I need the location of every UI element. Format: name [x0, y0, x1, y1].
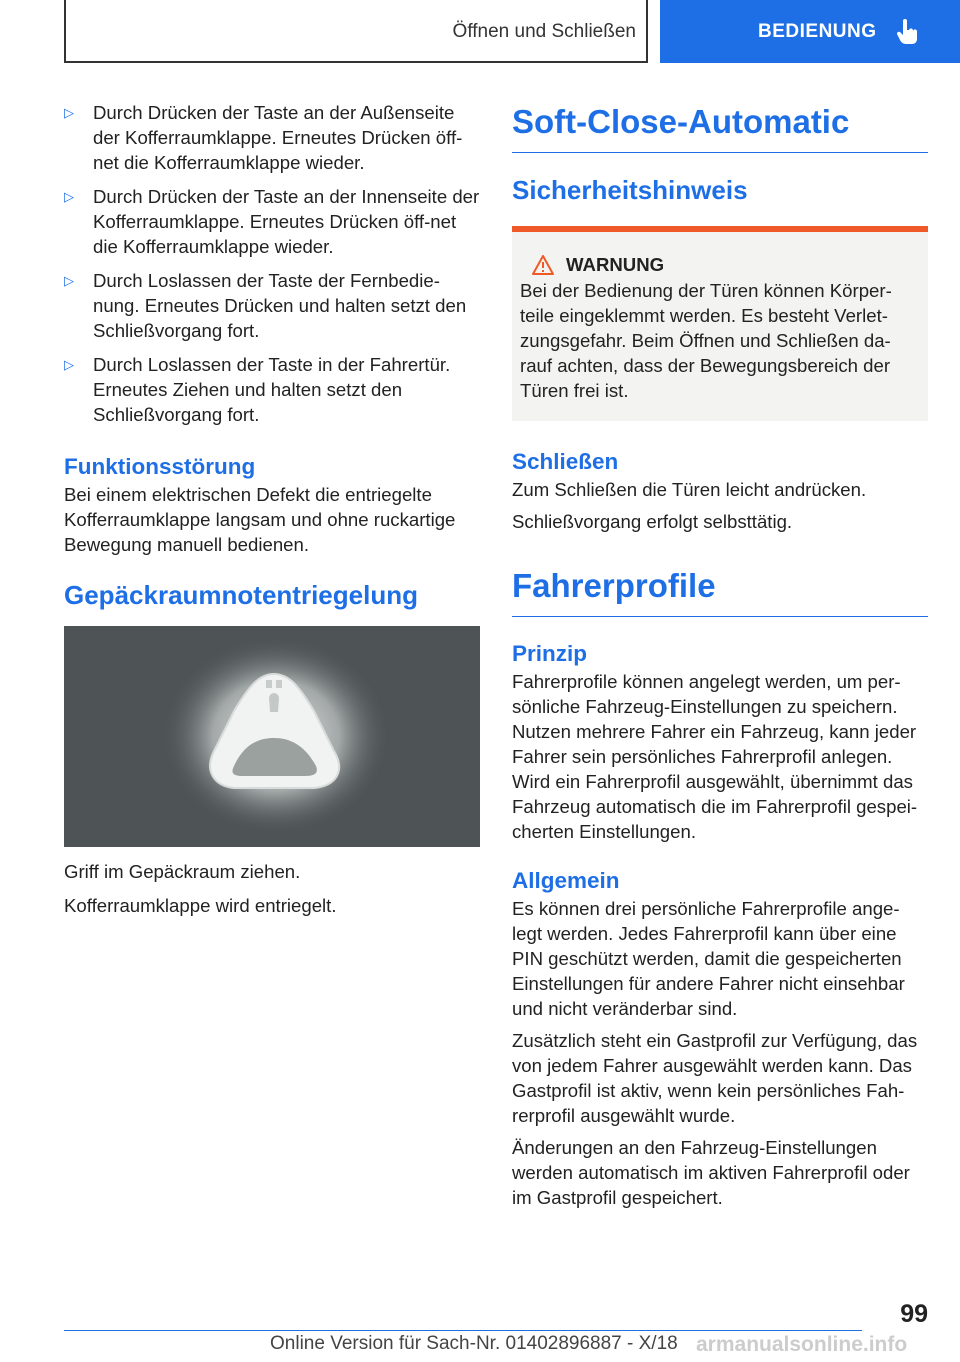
pointing-hand-icon: [897, 19, 919, 45]
title-fahrerprofile: Fahrerprofile: [512, 564, 928, 617]
allgemein-text-1: Es können drei persönliche Fahrerprofile ange‐legt werden. Jedes Fahrerprofil kann über eine PIN geschützt werden, damit die gespeicherten Einstellungen für andere Fahrer nicht einsehbar und nicht veränderbar sind.: [512, 898, 905, 1019]
prinzip-text: Fahrerprofile können angelegt werden, um per‐sönliche Fahrzeug-Einstellungen zu speichern. Nutzen mehrere Fahrer ein Fahrzeug, kann jeder Fahrer sein persönliches Fahrerprofil anlegen. Wird ein Fahrerprofil ausgewählt, übernimmt das Fahrzeug automatisch die im Fahrerprofil gespei‐cherten Einstellungen.: [512, 671, 918, 842]
watermark: armanualsonline.info: [696, 1333, 908, 1356]
heading-funktionsstoerung: Funktionsstörung: [64, 454, 256, 479]
header-chapter: [660, 0, 960, 63]
footer-divider: [64, 1330, 862, 1331]
emergency-release-handle-icon: [64, 626, 480, 847]
header-chapter-label: BEDIENUNG: [758, 20, 877, 42]
warning-title: WARNUNG: [566, 254, 665, 275]
schliessen-text-2: Schließvorgang erfolgt selbsttätig.: [512, 511, 793, 532]
list-item: [64, 352, 480, 427]
warning-triangle-icon: [520, 255, 566, 275]
emergency-release-photo: [64, 626, 480, 847]
list-item-text: Durch Loslassen der Taste in der Fahrertür. Erneutes Ziehen und halten setzt den Schließvorgang fort.: [93, 354, 451, 425]
step-tailgate-unlocked: Kofferraumklappe wird entriegelt.: [64, 895, 337, 916]
heading-sicherheitshinweis: Sicherheitshinweis: [512, 175, 748, 205]
page-number: 99: [900, 1300, 928, 1328]
heading-gepaeckraumnotentriegelung: Gepäckraumnotentriegelung: [64, 580, 418, 610]
triangle-bullet-icon: ▷: [64, 105, 74, 120]
list-item: [64, 100, 480, 175]
heading-schliessen: Schließen: [512, 449, 619, 474]
triangle-bullet-icon: ▷: [64, 273, 74, 288]
triangle-bullet-icon: ▷: [64, 357, 74, 372]
list-item-text: Durch Loslassen der Taste der Fernbedie‐nung. Erneutes Drücken und halten setzt den Schließvorgang fort.: [93, 270, 467, 341]
footer-text: Online Version für Sach-Nr. 01402896887 - X/18: [270, 1333, 678, 1354]
warning-box: [512, 226, 928, 421]
right-column: [512, 100, 928, 1210]
warning-text: Bei der Bedienung der Türen können Körper‐teile eingeklemmt werden. Es besteht Verlet‐zungsgefahr. Beim Öffnen und Schließen da‐rauf achten, dass der Bewegungsbereich der Türen frei ist.: [520, 280, 892, 401]
heading-allgemein: Allgemein: [512, 868, 620, 893]
list-item-text: Durch Drücken der Taste an der Außenseite der Kofferraumklappe. Erneutes Drücken öff‐net die Kofferraumklappe wieder.: [93, 102, 463, 173]
warning-title-row: [520, 254, 920, 276]
list-item: [64, 268, 480, 343]
schliessen-text-1: Zum Schließen die Türen leicht andrücken.: [512, 479, 867, 500]
list-item-text: Durch Drücken der Taste an der Innenseite der Kofferraumklappe. Erneutes Drücken öff‐net die Kofferraumklappe wieder.: [93, 186, 480, 257]
header-section-title: Öffnen und Schließen: [452, 20, 636, 42]
allgemein-text-3: Änderungen an den Fahrzeug-Einstellungen werden automatisch im aktiven Fahrerprofil oder im Gastprofil gespeichert.: [512, 1137, 910, 1208]
allgemein-text-2: Zusätzlich steht ein Gastprofil zur Verfügung, das von jedem Fahrer ausgewählt werden kann. Das Gastprofil ist aktiv, wenn kein persönliches Fah‐rerprofil ausgewählt wurde.: [512, 1030, 918, 1126]
funktion-text: Bei einem elektrischen Defekt die entriegelte Kofferraumklappe langsam und ohne ruckartige Bewegung manuell bedienen.: [64, 484, 456, 555]
step-pull-handle: Griff im Gepäckraum ziehen.: [64, 861, 301, 882]
title-soft-close: Soft-Close-Automatic: [512, 100, 928, 153]
list-item: [64, 184, 480, 259]
triangle-bullet-icon: ▷: [64, 189, 74, 204]
left-column: [64, 100, 480, 918]
heading-prinzip: Prinzip: [512, 641, 588, 666]
